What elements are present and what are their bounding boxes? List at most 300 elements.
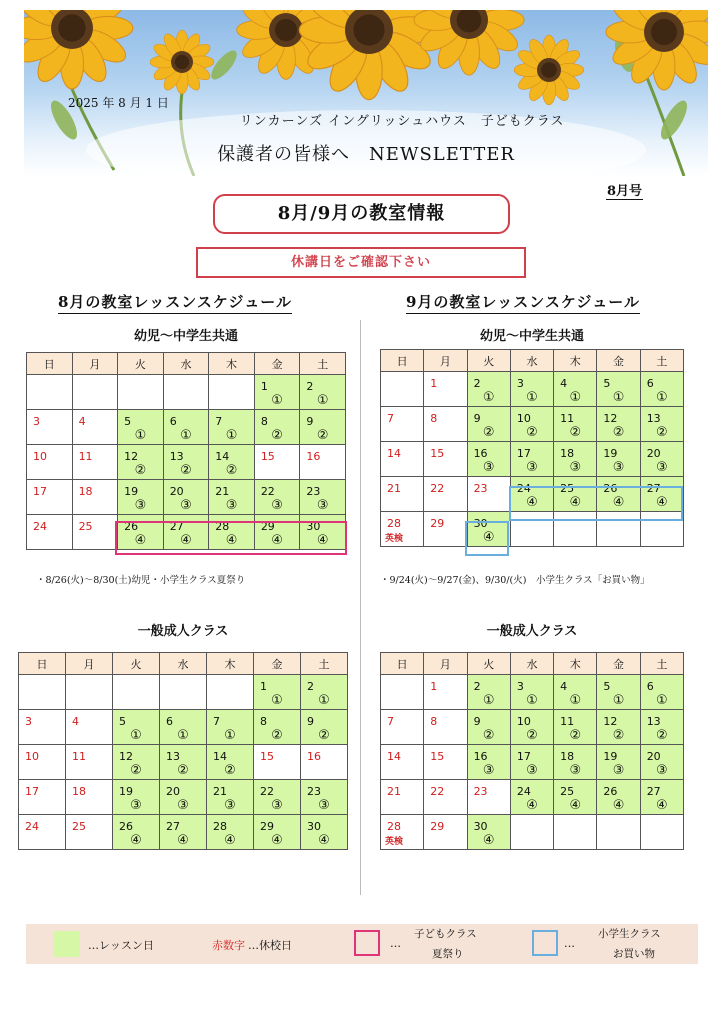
calendar-week-row	[381, 372, 684, 407]
day-number: 7	[215, 415, 223, 428]
calendar-day-cell	[510, 780, 553, 815]
weekday-header: 土	[300, 353, 346, 375]
weekday-header: 金	[254, 353, 300, 375]
issue-label: 8月号	[606, 180, 643, 200]
calendar-day-cell	[207, 745, 254, 780]
calendar-day-cell	[254, 410, 300, 445]
day-number: 25	[560, 482, 575, 495]
day-number: 7	[213, 715, 220, 728]
day-number: 5	[124, 415, 132, 428]
weekday-header: 木	[554, 653, 597, 675]
day-number: 10	[33, 450, 47, 463]
calendar-day-cell	[510, 442, 553, 477]
calendar-day-cell	[160, 780, 207, 815]
calendar-day-cell	[597, 815, 640, 850]
weekday-header: 日	[19, 653, 66, 675]
lesson-number: ③	[569, 460, 582, 475]
lesson-number: ③	[134, 498, 147, 513]
calendar-day-cell	[301, 710, 348, 745]
calendar-day-cell	[597, 745, 640, 780]
lesson-number: ④	[656, 495, 668, 510]
day-number: 8	[260, 415, 268, 428]
calendar-day-cell	[19, 710, 66, 745]
day-number: 5	[119, 715, 126, 728]
calendar-day-cell	[424, 780, 467, 815]
calendar-day-cell	[597, 372, 640, 407]
calendar-day-cell	[381, 780, 424, 815]
day-number: 18	[78, 485, 93, 498]
calendar-day-cell	[640, 780, 683, 815]
day-number: 24	[516, 785, 531, 798]
lesson-number: ③	[177, 798, 189, 813]
calendar-day-cell	[424, 710, 467, 745]
day-number: 2	[307, 680, 314, 693]
column-divider	[360, 320, 361, 895]
lesson-number: ①	[569, 693, 582, 708]
calendar-week-row	[19, 780, 348, 815]
calendar-day-cell	[554, 372, 597, 407]
newsletter-title: 保護者の皆様へ NEWSLETTER	[217, 144, 515, 165]
calendar-day-cell	[381, 675, 424, 710]
weekday-header: 木	[554, 350, 597, 372]
legend-festival-line1: 子どもクラス	[414, 928, 477, 940]
day-number: 25	[78, 520, 93, 533]
header-banner	[24, 10, 708, 176]
day-number: 10	[516, 412, 531, 425]
day-number: 22	[430, 482, 445, 495]
day-number: 28	[387, 517, 401, 530]
weekday-header: 火	[467, 653, 510, 675]
lesson-number: ④	[130, 833, 142, 848]
calendar-day-cell	[424, 512, 467, 547]
calendar-day-cell	[27, 515, 73, 550]
lesson-number: ①	[130, 728, 142, 743]
day-number: 4	[78, 415, 86, 428]
lesson-number: ①	[569, 390, 582, 405]
lesson-number: ①	[612, 693, 625, 708]
weekday-header: 水	[163, 353, 209, 375]
calendar-day-cell	[301, 815, 348, 850]
september-adult-title: 一般成人クラス	[486, 624, 578, 639]
day-number: 20	[646, 750, 661, 763]
day-number: 21	[387, 785, 401, 798]
lesson-number: ②	[612, 728, 625, 743]
day-number: 14	[387, 750, 401, 763]
calendar-day-cell	[27, 445, 73, 480]
day-number: 26	[124, 520, 139, 533]
day-number: 9	[307, 715, 314, 728]
calendar-day-cell	[640, 675, 683, 710]
calendar-day-cell	[300, 375, 346, 410]
lesson-number: ①	[224, 728, 236, 743]
day-number: 19	[603, 447, 618, 460]
day-number: 14	[215, 450, 230, 463]
day-number: 29	[430, 517, 445, 530]
calendar-day-cell	[424, 745, 467, 780]
calendar-day-cell	[300, 445, 346, 480]
lesson-number: ④	[180, 533, 192, 548]
calendar-day-cell	[300, 480, 346, 515]
calendar-day-cell	[27, 375, 73, 410]
calendar-day-cell	[209, 410, 255, 445]
lesson-number: ④	[526, 495, 538, 510]
calendar-day-cell	[597, 780, 640, 815]
day-number: 27	[646, 785, 661, 798]
day-number: 27	[169, 520, 184, 533]
calendar-day-cell	[207, 675, 254, 710]
day-number: 26	[119, 820, 133, 833]
calendar-day-cell	[467, 710, 510, 745]
lesson-number: ③	[656, 763, 668, 778]
day-number: 6	[646, 680, 654, 693]
day-number: 17	[516, 447, 531, 460]
day-number: 7	[387, 412, 394, 425]
day-number: 24	[516, 482, 531, 495]
calendar-day-cell	[510, 512, 553, 547]
lesson-number: ①	[180, 428, 192, 443]
calendar-week-row	[19, 745, 348, 780]
calendar-week-row	[381, 815, 684, 850]
day-number: 21	[213, 785, 227, 798]
day-number: 27	[646, 482, 661, 495]
calendar-day-cell	[72, 375, 118, 410]
calendar-day-cell	[207, 815, 254, 850]
calendar-day-cell	[301, 675, 348, 710]
calendar-day-cell	[640, 710, 683, 745]
weekday-header: 火	[118, 353, 164, 375]
weekday-header: 月	[424, 350, 467, 372]
day-number: 16	[473, 447, 488, 460]
day-number: 18	[560, 750, 575, 763]
day-number: 12	[124, 450, 139, 463]
lesson-number: ④	[612, 798, 625, 813]
calendar-day-cell	[424, 675, 467, 710]
lesson-number: ④	[177, 833, 189, 848]
calendar-day-cell	[424, 442, 467, 477]
day-number: 13	[646, 412, 661, 425]
calendar-day-cell	[254, 675, 301, 710]
lesson-number: ③	[612, 460, 625, 475]
calendar-day-cell	[72, 410, 118, 445]
calendar-day-cell	[424, 372, 467, 407]
lesson-number: ③	[130, 798, 142, 813]
day-number: 13	[166, 750, 180, 763]
calendar-day-cell	[19, 780, 66, 815]
day-number: 19	[603, 750, 618, 763]
lesson-number: ④	[224, 833, 236, 848]
calendar-day-cell	[381, 407, 424, 442]
calendar-week-row	[27, 445, 346, 480]
lesson-number: ②	[482, 425, 495, 440]
day-number: 23	[307, 785, 321, 798]
calendar-day-cell	[424, 815, 467, 850]
lesson-number: ①	[316, 393, 329, 408]
calendar-day-cell	[118, 375, 164, 410]
calendar-day-cell	[554, 407, 597, 442]
lesson-number: ②	[569, 425, 582, 440]
calendar-week-row	[19, 815, 348, 850]
calendar-day-cell	[381, 512, 424, 547]
day-number: 30	[307, 820, 321, 833]
lesson-number: ③	[526, 460, 538, 475]
day-number: 22	[430, 785, 445, 798]
calendar-day-cell	[163, 515, 209, 550]
calendar-day-cell	[118, 410, 164, 445]
day-number: 9	[473, 412, 481, 425]
calendar-day-cell	[640, 815, 683, 850]
day-number: 2	[473, 680, 481, 693]
lesson-number: ②	[225, 463, 238, 478]
legend-festival-swatch	[354, 930, 380, 956]
weekday-header: 木	[207, 653, 254, 675]
calendar-day-cell	[640, 372, 683, 407]
calendar-day-cell	[467, 780, 510, 815]
day-number: 9	[306, 415, 314, 428]
day-number: 16	[473, 750, 488, 763]
weekday-header: 火	[467, 350, 510, 372]
day-number: 3	[516, 680, 524, 693]
day-number: 20	[166, 785, 180, 798]
lesson-number: ②	[569, 728, 582, 743]
legend-red-label: 赤数字	[212, 939, 245, 952]
legend-shopping-swatch	[532, 930, 558, 956]
calendar-day-cell	[467, 372, 510, 407]
lesson-number: ②	[526, 728, 538, 743]
lesson-number: ②	[224, 763, 236, 778]
calendar-day-cell	[209, 375, 255, 410]
calendar-day-cell	[254, 745, 301, 780]
legend-shopping-line1: 小学生クラス	[598, 928, 661, 940]
calendar-week-row	[27, 375, 346, 410]
day-number: 16	[307, 750, 321, 763]
calendar-day-cell	[27, 480, 73, 515]
day-number: 29	[260, 820, 274, 833]
day-number: 1	[260, 380, 268, 393]
day-number: 24	[25, 820, 39, 833]
day-number: 19	[119, 785, 133, 798]
day-number: 8	[260, 715, 267, 728]
day-number: 17	[516, 750, 531, 763]
newsletter-date: 2025 年 8 月 1 日	[68, 96, 169, 110]
lesson-number: ②	[612, 425, 625, 440]
day-number: 19	[124, 485, 139, 498]
calendar-day-cell	[554, 477, 597, 512]
lesson-number: ③	[225, 498, 238, 513]
lesson-number: ②	[656, 425, 668, 440]
calendar-day-cell	[254, 710, 301, 745]
weekday-header: 金	[254, 653, 301, 675]
day-number: 9	[473, 715, 481, 728]
calendar-week-row	[27, 480, 346, 515]
day-number: 26	[603, 785, 618, 798]
lesson-number: ④	[482, 833, 495, 848]
day-number: 30	[473, 820, 488, 833]
calendar-day-cell	[300, 410, 346, 445]
calendar-day-cell	[554, 710, 597, 745]
weekday-header: 金	[597, 653, 640, 675]
calendar-day-cell	[66, 745, 113, 780]
lesson-number: ①	[271, 693, 283, 708]
day-number: 17	[33, 485, 47, 498]
lesson-number: ①	[482, 390, 495, 405]
lesson-number: ③	[612, 763, 625, 778]
calendar-day-cell	[72, 515, 118, 550]
lesson-number: ③	[180, 498, 192, 513]
lesson-number: ④	[482, 530, 495, 545]
day-number: 18	[72, 785, 86, 798]
calendar-day-cell	[467, 675, 510, 710]
calendar-day-cell	[113, 780, 160, 815]
lesson-number: ④	[612, 495, 625, 510]
calendar-day-cell	[254, 375, 300, 410]
calendar-day-cell	[467, 512, 510, 547]
lesson-number: ①	[318, 693, 330, 708]
lesson-number: ②	[318, 728, 330, 743]
day-number: 13	[646, 715, 661, 728]
day-number: 20	[646, 447, 661, 460]
calendar-day-cell	[113, 815, 160, 850]
lesson-number: ②	[526, 425, 538, 440]
day-number: 12	[603, 715, 618, 728]
calendar-day-cell	[554, 780, 597, 815]
calendar-day-cell	[113, 675, 160, 710]
lesson-number: ③	[318, 798, 330, 813]
september-note: ・9/24(火)～9/27(金)、9/30/(火) 小学生クラス「お買い物」	[380, 575, 650, 586]
calendar-day-cell	[27, 410, 73, 445]
lesson-number: ④	[526, 798, 538, 813]
day-number: 27	[166, 820, 180, 833]
eiken-label: 英検	[385, 837, 404, 847]
day-number: 12	[119, 750, 133, 763]
august-adult-calendar	[18, 652, 348, 850]
calendar-day-cell	[510, 745, 553, 780]
september-kids-calendar	[380, 349, 684, 547]
calendar-day-cell	[597, 477, 640, 512]
day-number: 8	[430, 715, 438, 728]
calendar-day-cell	[66, 780, 113, 815]
day-number: 28	[215, 520, 230, 533]
day-number: 21	[387, 482, 401, 495]
day-number: 17	[25, 785, 39, 798]
day-number: 24	[33, 520, 47, 533]
day-number: 14	[213, 750, 227, 763]
lesson-number: ④	[656, 798, 668, 813]
day-number: 18	[560, 447, 575, 460]
lesson-number: ①	[656, 693, 668, 708]
day-number: 26	[603, 482, 618, 495]
calendar-day-cell	[467, 407, 510, 442]
august-schedule-title: 8月の教室レッスンスケジュール	[58, 291, 292, 314]
calendar-day-cell	[254, 780, 301, 815]
day-number: 23	[473, 785, 488, 798]
calendar-week-row	[381, 512, 684, 547]
lesson-number: ②	[271, 428, 283, 443]
legend-festival-line2: 夏祭り	[432, 948, 464, 960]
legend	[26, 924, 698, 964]
lesson-number: ①	[177, 728, 189, 743]
calendar-day-cell	[301, 780, 348, 815]
calendar-day-cell	[597, 407, 640, 442]
calendar-day-cell	[424, 477, 467, 512]
day-number: 11	[560, 715, 575, 728]
calendar-week-row	[19, 710, 348, 745]
day-number: 22	[260, 485, 275, 498]
day-number: 10	[516, 715, 531, 728]
lesson-number: ②	[482, 728, 495, 743]
lesson-number: ①	[134, 428, 147, 443]
lesson-number: ④	[316, 533, 329, 548]
weekday-header: 日	[381, 350, 424, 372]
calendar-day-cell	[554, 745, 597, 780]
day-number: 2	[473, 377, 481, 390]
info-title: 8月/9月の教室情報	[213, 194, 510, 234]
day-number: 13	[169, 450, 184, 463]
calendar-day-cell	[510, 710, 553, 745]
weekday-header: 日	[27, 353, 73, 375]
day-number: 11	[560, 412, 575, 425]
lesson-number: ①	[225, 428, 238, 443]
calendar-day-cell	[424, 407, 467, 442]
day-number: 5	[603, 377, 611, 390]
day-number: 1	[260, 680, 267, 693]
day-number: 4	[560, 377, 568, 390]
calendar-day-cell	[72, 445, 118, 480]
lesson-number: ④	[569, 798, 582, 813]
weekday-header: 月	[66, 653, 113, 675]
calendar-day-cell	[163, 410, 209, 445]
calendar-week-row	[381, 675, 684, 710]
calendar-day-cell	[113, 745, 160, 780]
calendar-day-cell	[254, 515, 300, 550]
day-number: 10	[25, 750, 39, 763]
calendar-day-cell	[381, 710, 424, 745]
weekday-header: 月	[424, 653, 467, 675]
calendar-day-cell	[381, 815, 424, 850]
calendar-day-cell	[510, 477, 553, 512]
day-number: 1	[430, 377, 438, 390]
legend-shopping-line2: お買い物	[613, 948, 655, 960]
day-number: 25	[560, 785, 575, 798]
day-number: 2	[306, 380, 314, 393]
day-number: 29	[260, 520, 275, 533]
calendar-week-row	[381, 407, 684, 442]
lesson-number: ①	[656, 390, 668, 405]
day-number: 5	[603, 680, 611, 693]
calendar-day-cell	[118, 515, 164, 550]
calendar-day-cell	[118, 480, 164, 515]
day-number: 25	[72, 820, 86, 833]
day-number: 12	[603, 412, 618, 425]
lesson-number: ③	[656, 460, 668, 475]
day-number: 16	[306, 450, 321, 463]
day-number: 28	[387, 820, 401, 833]
calendar-day-cell	[510, 407, 553, 442]
day-number: 3	[516, 377, 524, 390]
calendar-day-cell	[467, 477, 510, 512]
september-kids-title: 幼児～中学生共通	[479, 329, 584, 344]
lesson-number: ③	[482, 460, 495, 475]
calendar-day-cell	[640, 512, 683, 547]
weekday-header: 土	[301, 653, 348, 675]
day-number: 23	[306, 485, 321, 498]
calendar-day-cell	[510, 815, 553, 850]
weekday-header: 水	[510, 350, 553, 372]
day-number: 3	[33, 415, 40, 428]
lesson-number: ②	[271, 728, 283, 743]
day-number: 1	[430, 680, 438, 693]
lesson-number: ②	[177, 763, 189, 778]
calendar-week-row	[381, 710, 684, 745]
